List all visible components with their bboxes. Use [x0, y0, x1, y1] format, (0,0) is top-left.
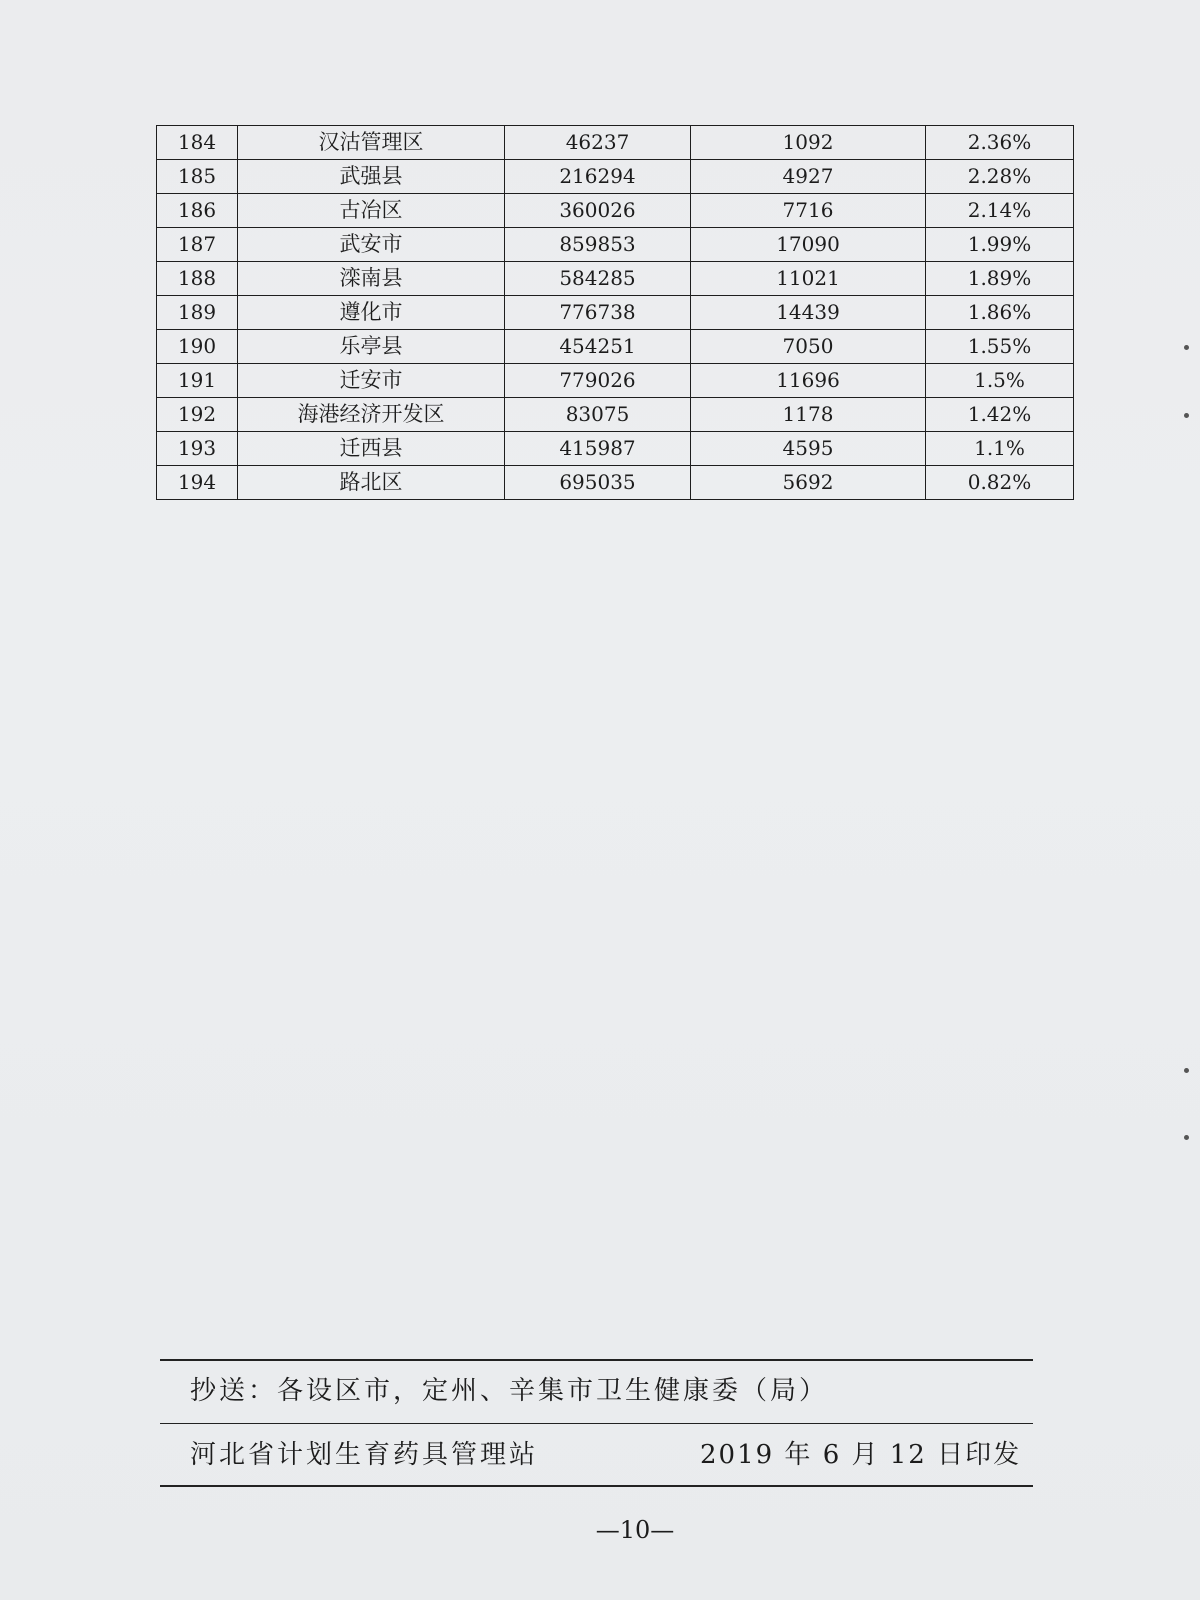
- table-row: [157, 330, 1074, 364]
- table-row: [157, 126, 1074, 160]
- rank-cell: 188: [157, 262, 238, 296]
- count-cell: 14439: [691, 296, 926, 330]
- base-count-cell: 46237: [505, 126, 691, 160]
- rank-cell: 186: [157, 194, 238, 228]
- table-row: [157, 228, 1074, 262]
- base-count-cell: 83075: [505, 398, 691, 432]
- region-name-cell: 迁安市: [238, 364, 505, 398]
- region-name-cell: 古冶区: [238, 194, 505, 228]
- base-count-cell: 779026: [505, 364, 691, 398]
- rate-cell: 2.28%: [926, 160, 1074, 194]
- statistics-table: [156, 125, 1074, 500]
- footer-bottom-rule: [160, 1485, 1033, 1487]
- region-name-cell: 迁西县: [238, 432, 505, 466]
- rank-cell: 191: [157, 364, 238, 398]
- count-cell: 11021: [691, 262, 926, 296]
- rate-cell: 1.1%: [926, 432, 1074, 466]
- count-cell: 4927: [691, 160, 926, 194]
- base-count-cell: 584285: [505, 262, 691, 296]
- base-count-cell: 360026: [505, 194, 691, 228]
- issue-date: 2019 年 6 月 12 日印发: [700, 1440, 1022, 1470]
- region-name-cell: 汉沽管理区: [238, 126, 505, 160]
- count-cell: 17090: [691, 228, 926, 262]
- base-count-cell: 454251: [505, 330, 691, 364]
- binding-hole-mark: [1184, 1135, 1189, 1140]
- table-row: [157, 364, 1074, 398]
- rank-cell: 194: [157, 466, 238, 500]
- count-cell: 1092: [691, 126, 926, 160]
- rate-cell: 2.36%: [926, 126, 1074, 160]
- rate-cell: 1.99%: [926, 228, 1074, 262]
- binding-hole-mark: [1184, 345, 1189, 350]
- rank-cell: 185: [157, 160, 238, 194]
- issuing-organization: 河北省计划生育药具管理站: [190, 1440, 539, 1470]
- rank-cell: 192: [157, 398, 238, 432]
- rate-cell: 1.89%: [926, 262, 1074, 296]
- rank-cell: 190: [157, 330, 238, 364]
- rank-cell: 193: [157, 432, 238, 466]
- table-row: [157, 262, 1074, 296]
- binding-hole-mark: [1184, 1068, 1189, 1073]
- table-row: [157, 432, 1074, 466]
- rate-cell: 0.82%: [926, 466, 1074, 500]
- base-count-cell: 859853: [505, 228, 691, 262]
- table-row: [157, 398, 1074, 432]
- rate-cell: 1.86%: [926, 296, 1074, 330]
- table-row: [157, 466, 1074, 500]
- count-cell: 5692: [691, 466, 926, 500]
- table-row: [157, 194, 1074, 228]
- count-cell: 1178: [691, 398, 926, 432]
- statistics-table-body: [157, 126, 1074, 500]
- rank-cell: 187: [157, 228, 238, 262]
- region-name-cell: 乐亭县: [238, 330, 505, 364]
- count-cell: 7716: [691, 194, 926, 228]
- table-row: [157, 160, 1074, 194]
- region-name-cell: 路北区: [238, 466, 505, 500]
- cc-distribution-line: 抄送：各设区市，定州、辛集市卫生健康委（局）: [190, 1376, 829, 1406]
- table-row: [157, 296, 1074, 330]
- base-count-cell: 415987: [505, 432, 691, 466]
- binding-hole-mark: [1184, 413, 1189, 418]
- region-name-cell: 滦南县: [238, 262, 505, 296]
- base-count-cell: 695035: [505, 466, 691, 500]
- count-cell: 7050: [691, 330, 926, 364]
- rate-cell: 1.55%: [926, 330, 1074, 364]
- region-name-cell: 武安市: [238, 228, 505, 262]
- base-count-cell: 216294: [505, 160, 691, 194]
- region-name-cell: 遵化市: [238, 296, 505, 330]
- rate-cell: 2.14%: [926, 194, 1074, 228]
- count-cell: 11696: [691, 364, 926, 398]
- rate-cell: 1.42%: [926, 398, 1074, 432]
- footer-middle-rule: [160, 1423, 1033, 1424]
- region-name-cell: 海港经济开发区: [238, 398, 505, 432]
- rank-cell: 189: [157, 296, 238, 330]
- region-name-cell: 武强县: [238, 160, 505, 194]
- page-number: —10—: [595, 1516, 675, 1544]
- footer-top-rule: [160, 1359, 1033, 1361]
- rate-cell: 1.5%: [926, 364, 1074, 398]
- rank-cell: 184: [157, 126, 238, 160]
- base-count-cell: 776738: [505, 296, 691, 330]
- count-cell: 4595: [691, 432, 926, 466]
